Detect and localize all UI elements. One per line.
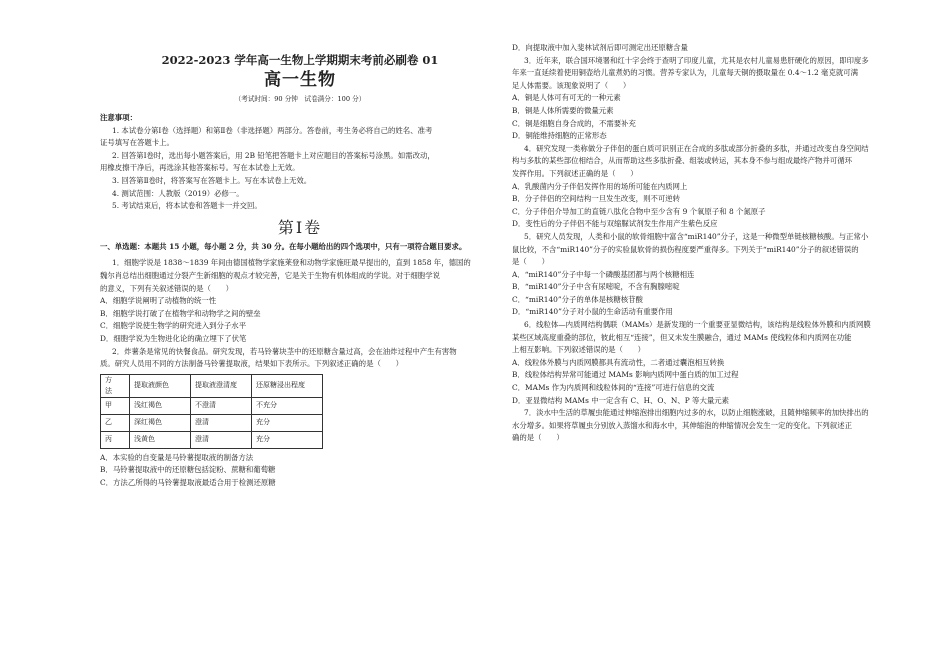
experiment-table: [100, 374, 323, 449]
section-intro: 一、单选题：本题共 15 小题，每小题 2 分，共 30 分。在每小题给出的四个选项中，只有一项符合题目要求。: [100, 241, 467, 251]
exam-title: 2022-2023 学年高一生物上学期期末考前必刷卷 01: [161, 53, 439, 67]
table-header-cell: 提取液澄清度: [191, 374, 252, 397]
table-header-row: [101, 374, 323, 397]
answer-option: D．“miR140”分子对小鼠的生命活动有重要作用: [512, 307, 673, 317]
answer-option: D．变性后的分子伴侣不能与双缩脲试剂发生作用产生紫色反应: [512, 219, 718, 229]
question-line: 是（ ）: [512, 257, 549, 267]
question-line: 7．淡水中生活的草履虫能通过伸缩泡排出细胞内过多的水，以防止细胞涨破，且随伸缩频率的加快排出的: [524, 408, 869, 418]
question-line: 鼠比较，不含“miR140”分子的实验鼠软骨的损伤程度要严重得多。下列关于“miR140”分子的叙述错误的: [512, 244, 859, 254]
question-line: 确的是（ ）: [512, 433, 564, 443]
table-cell: 甲: [101, 397, 130, 414]
note-line: 5. 考试结束后，将本试卷和答题卡一并交回。: [112, 201, 262, 211]
table-row: [101, 414, 323, 431]
table-cell: 充分: [252, 431, 323, 448]
answer-option: B．线粒体结构异常可能通过 MAMs 影响内质网中蛋白质的加工过程: [512, 370, 739, 380]
question-line: 足人体需要。该现象说明了（ ）: [512, 80, 631, 90]
question-1-line: 的意义，下列有关叙述错误的是（ ）: [100, 283, 234, 293]
answer-option: D．铜能维持细胞的正常形态: [512, 131, 607, 141]
exam-info: （考试时间：90 分钟 试卷满分：100 分）: [234, 95, 366, 103]
table-cell: 深红褐色: [130, 414, 191, 431]
note-line: 1. 本试卷分第Ⅰ卷（选择题）和第Ⅱ卷（非选择题）两部分。答卷前，考生务必将自己的姓名、准考: [112, 125, 433, 135]
table-cell: 澄清: [191, 414, 252, 431]
question-line: 年来一直延续着使用铜壶给儿童煮奶的习惯。营养专家认为，儿童每天铜的摄取量在 0.4～1.2 毫克就可满: [512, 68, 859, 78]
table-cell: 丙: [101, 431, 130, 448]
note-line: 用橡皮擦干净后，再选涂其他答案标号。写在本试卷上无效。: [100, 163, 300, 173]
note-line: 3. 回答第Ⅱ卷时，将答案写在答题卡上。写在本试卷上无效。: [112, 175, 312, 185]
left-column: [100, 0, 500, 489]
answer-option: A．“miR140”分子中每一个磷酸基团都与两个核糖相连: [512, 269, 695, 279]
table-row: [101, 397, 323, 414]
answer-option: C．分子伴侣介导加工的直链八肽化合物中至少含有 9 个氧原子和 8 个氮原子: [512, 206, 766, 216]
question-1-option: D．细胞学说为生物进化论的确立埋下了伏笔: [100, 333, 247, 343]
question-line: 5．研究人员发现，人类和小鼠的软骨细胞中富含“miR140”分子，这是一种微型单链核糖核酸。与正常小: [524, 231, 869, 241]
question-1-option: A．细胞学说阐明了动植物的统一性: [100, 296, 217, 306]
answer-option: A．铜是人体可有可无的一种元素: [512, 93, 621, 103]
subject-title: 高一生物: [264, 70, 336, 90]
question-2-option: A．本实验的自变量是马铃薯提取液的制备方法: [100, 452, 254, 462]
table-cell: 澄清: [191, 431, 252, 448]
answer-option: D．亚显微结构 MAMs 中一定含有 C、H、O、N、P 等大量元素: [512, 395, 730, 405]
question-1-line: 魏尔肖总结出细胞通过分裂产生新细胞的观点才较完善，它是关于生物有机体组成的学说。对于细胞学说: [100, 270, 440, 280]
table-header-cell: 提取液颜色: [130, 374, 191, 397]
answer-option: C．MAMs 作为内质网和线粒体间的“连接”可进行信息的交流: [512, 383, 715, 393]
question-line: 发挥作用。下列叙述正确的是（ ）: [512, 168, 638, 178]
table-header-cell: 还原糖浸出程度: [252, 374, 323, 397]
question-line: 水分增多。如果将草履虫分别放入蒸馏水和海水中，其伸缩泡的伸缩情况会发生一定的变化。下列叙述正: [512, 420, 852, 430]
table-cell: 不充分: [252, 397, 323, 414]
notes-title: 注意事项：: [100, 113, 137, 122]
question-2-option: B．马铃薯提取液中的还原糖包括淀粉、蔗糖和葡萄糖: [100, 465, 276, 475]
question-line: 4．研究发现一类称做分子伴侣的蛋白质可识别正在合成的多肽或部分折叠的多肽，并通过改变自身空间结: [524, 143, 869, 153]
answer-option: C．“miR140”分子的单体是核糖核苷酸: [512, 294, 643, 304]
question-line: 6．线粒体—内质网结构偶联（MAMs）是新发现的一个重要亚显微结构，该结构是线粒体外膜和内质网膜: [524, 320, 871, 330]
table-cell: 充分: [252, 414, 323, 431]
question-2-line: 质。研究人员用不同的方法制备马铃薯提取液，结果如下表所示。下列叙述正确的是（ ）: [100, 359, 404, 369]
question-1-option: C．细胞学说使生物学的研究进入到分子水平: [100, 321, 247, 331]
section-title: 第Ⅰ卷: [277, 217, 323, 237]
question-1-option: B．细胞学说打破了在植物学和动物学之间的壁垒: [100, 308, 261, 318]
answer-option: A．线粒体外膜与内质网膜都具有流动性，二者通过囊泡相互转换: [512, 357, 725, 367]
question-line: 构与多肽的某些部位相结合，从而帮助这些多肽折叠、组装或转运，其本身不参与组成最终产物并可循环: [512, 156, 852, 166]
note-line: 4. 测试范围：人教版（2019）必修一。: [112, 188, 244, 198]
note-line: 2. 回答第Ⅰ卷时，选出每小题答案后，用 2B 铅笔把答题卡上对应题目的答案标号涂黑。如需改动，: [112, 150, 435, 160]
table-header-cell: 方 法: [101, 374, 130, 397]
question-line: 上相互影响。下列叙述错误的是（ ）: [512, 345, 646, 355]
question-1-line: 1．细胞学说是 1838～1839 年间由德国植物学家施莱登和动物学家施旺最早提出的，直到 1858 年，德国的: [112, 258, 471, 268]
table-cell: 浅红褐色: [130, 397, 191, 414]
table-cell: 浅黄色: [130, 431, 191, 448]
note-line: 证号填写在答题卡上。: [100, 138, 174, 148]
answer-option: D．向提取液中加入斐林试剂后即可测定出还原糖含量: [512, 43, 688, 52]
question-2-line: 2．炸薯条是常见的快餐食品。研究发现，若马铃薯块茎中的还原糖含量过高，会在油炸过程中产生有害物: [112, 346, 457, 356]
table-cell: 不澄清: [191, 397, 252, 414]
right-column: [512, 0, 916, 445]
table-cell: 乙: [101, 414, 130, 431]
answer-option: A．乳酸菌内分子伴侣发挥作用的场所可能在内质网上: [512, 181, 688, 191]
answer-option: C．铜是细胞自身合成的，不需要补充: [512, 118, 636, 128]
table-row: [101, 431, 323, 448]
question-2-option: C．方法乙所得的马铃薯提取液最适合用于检测还原糖: [100, 477, 276, 487]
question-line: 某些区域高度重叠的部位，彼此相互“连接”，但又未发生膜融合，通过 MAMs 使线粒体和内质网在功能: [512, 332, 852, 342]
answer-option: B．分子伴侣的空间结构一旦发生改变，则不可逆转: [512, 194, 681, 204]
answer-option: B．铜是人体所需要的微量元素: [512, 105, 614, 115]
question-line: 3．近年来，联合国环境署和红十字会终于查明了印度儿童，尤其是农村儿童易患肝硬化的原因，即印度多: [524, 55, 869, 65]
answer-option: B．“miR140”分子中含有尿嘧啶，不含有胸腺嘧啶: [512, 282, 680, 292]
